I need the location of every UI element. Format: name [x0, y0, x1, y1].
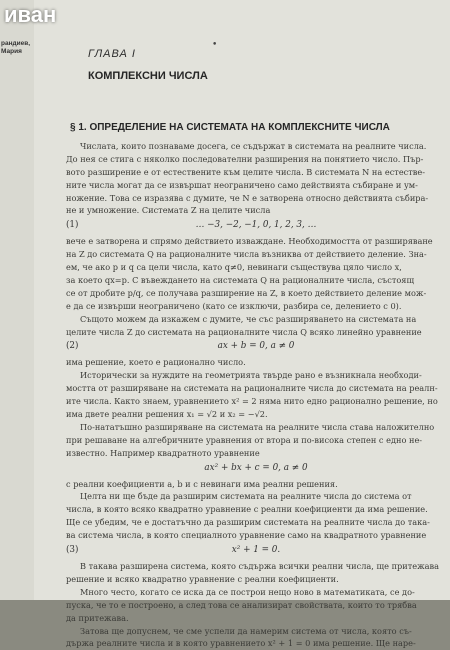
paragraph-line: ите числа. Както знаем, уравнението x² = 2 няма нито едно рационално решение, но — [66, 396, 438, 407]
section-body — [66, 140, 446, 650]
paragraph-line: До нея се стига с няколко последователни разширения на понятието число. Пър- — [66, 153, 424, 164]
previous-page-edge — [0, 0, 35, 600]
paragraph-line: е да се извърши неограничено (като се изключи, разбира се, делението с 0). — [66, 300, 402, 311]
paragraph-line: при решаване на алгебричните уравнения от втора и по-висока степен с едно не- — [66, 434, 423, 445]
equation-text: ax + b = 0, a ≠ 0 — [217, 341, 295, 352]
paragraph-line: има решение, което е рационално число. — [66, 357, 246, 368]
equation-number: (1) — [66, 220, 79, 231]
equation-number: (3) — [66, 545, 79, 556]
equation-quadratic — [66, 462, 446, 476]
equation-number: (2) — [66, 341, 79, 352]
paragraph-line: на Z до системата Q на рационалните числа възниква от действието деление. Зна- — [66, 249, 427, 260]
paragraph-line: ножение. Това се изразява с думите, че N е затворена относно действията събира- — [66, 192, 429, 203]
paragraph-line: ните числа могат да се извършат неограничено само действията събиране и ум- — [66, 179, 418, 190]
paragraph-line: решение и всяко квадратно уравнение с реални коефициенти. — [66, 573, 339, 584]
paragraph-line: Целта ни ще бъде да разширим системата на реалните числа до система от — [80, 491, 412, 502]
equation-3 — [66, 544, 446, 558]
paragraph-line: ва система числа, в която специалното уравнение само на квадратното уравнение — [66, 530, 427, 541]
paragraph-line: вече е затворена и спрямо действието изваждане. Необходимостта от разширяване — [66, 236, 433, 247]
previous-page-name-line: рандиев, — [1, 40, 31, 47]
chapter-label: ГЛАВА I — [88, 48, 136, 60]
paragraph-line: не и умножение. Системата Z на целите числа — [66, 205, 271, 216]
equation-text: … −3, −2, −1, 0, 1, 2, 3, … — [195, 220, 317, 231]
equation-1 — [66, 219, 446, 233]
paragraph-line: известно. Например квадратното уравнение — [66, 447, 260, 458]
section-title: § 1. ОПРЕДЕЛЕНИЕ НА СИСТЕМАТА НА КОМПЛЕКСНИТЕ ЧИСЛА — [70, 122, 390, 133]
paragraph-line: ем, че ако p и q са цели числа, като q≠0, невинаги съществува цяло число x, — [66, 262, 402, 273]
paragraph-line: По-нататъшно разширяване на системата на реалните числа става наложително — [80, 421, 435, 432]
paragraph-line: Същото можем да изкажем с думите, че със разширяването на системата на — [80, 313, 417, 324]
paragraph-line: числа, в която всяко квадратно уравнение с реални коефициенти да има решение. — [66, 504, 428, 515]
paragraph-line: за което qx=p. С въвеждането на системата Q на рационалните числа, състоящ — [66, 275, 415, 286]
book-page — [34, 0, 450, 649]
paragraph-line: Много често, когато се иска да се построи нещо ново в математиката, се до- — [80, 586, 415, 597]
header-dot: • — [212, 40, 218, 50]
paragraph-line: пуска, че то е построено, а след това се анализират свойствата, които то трябва — [66, 599, 417, 610]
paragraph-line: да притежава. — [66, 612, 129, 623]
previous-page-name — [1, 40, 35, 56]
paragraph-line: с реални коефициенти a, b и c невинаги има реални решения. — [66, 478, 338, 489]
paragraph-line: Затова ще допуснем, че сме успели да намерим система от числа, която съ- — [80, 625, 412, 636]
paragraph-line: има двете реални решения x₁ = √2 и x₂ = −√2. — [66, 409, 268, 420]
paragraph-line: мостта от разширяване на системата на рационалните числа до системата на реалн- — [66, 383, 438, 394]
equation-2 — [66, 340, 446, 354]
paragraph-line: В такава разширена система, която съдържа всички реални числа, ще притежава — [80, 561, 440, 572]
paragraph-line: вото разширение е от естествените към целите числа. В системата N на естестве- — [66, 166, 426, 177]
paragraph-line: целите числа Z до системата на рационалните числа Q всяко линейно уравнение — [66, 326, 422, 337]
paragraph-line: Исторически за нуждите на геометрията твърде рано е възникнала необходи- — [80, 370, 422, 381]
equation-text: x² + 1 = 0. — [231, 545, 281, 556]
paragraph-line: Числата, които познаваме досега, се съдържат в системата на реалните числа. — [80, 141, 427, 151]
paragraph-line: държа реалните числа и в която уравнението x² + 1 = 0 има решение. Ще наре- — [66, 638, 416, 649]
paragraph-line: се от дробите p/q, се получава разширение на Z, в което действието деление мож- — [66, 287, 427, 298]
paragraph-line: Ще се убедим, че е достатъчно да разширим системата на реалните числа до така- — [66, 517, 430, 528]
chapter-title: КОМПЛЕКСНИ ЧИСЛА — [88, 70, 208, 82]
equation-text: ax² + bx + c = 0, a ≠ 0 — [204, 462, 308, 473]
previous-page-name-line: Мария — [1, 48, 22, 55]
watermark: иван — [4, 2, 57, 27]
